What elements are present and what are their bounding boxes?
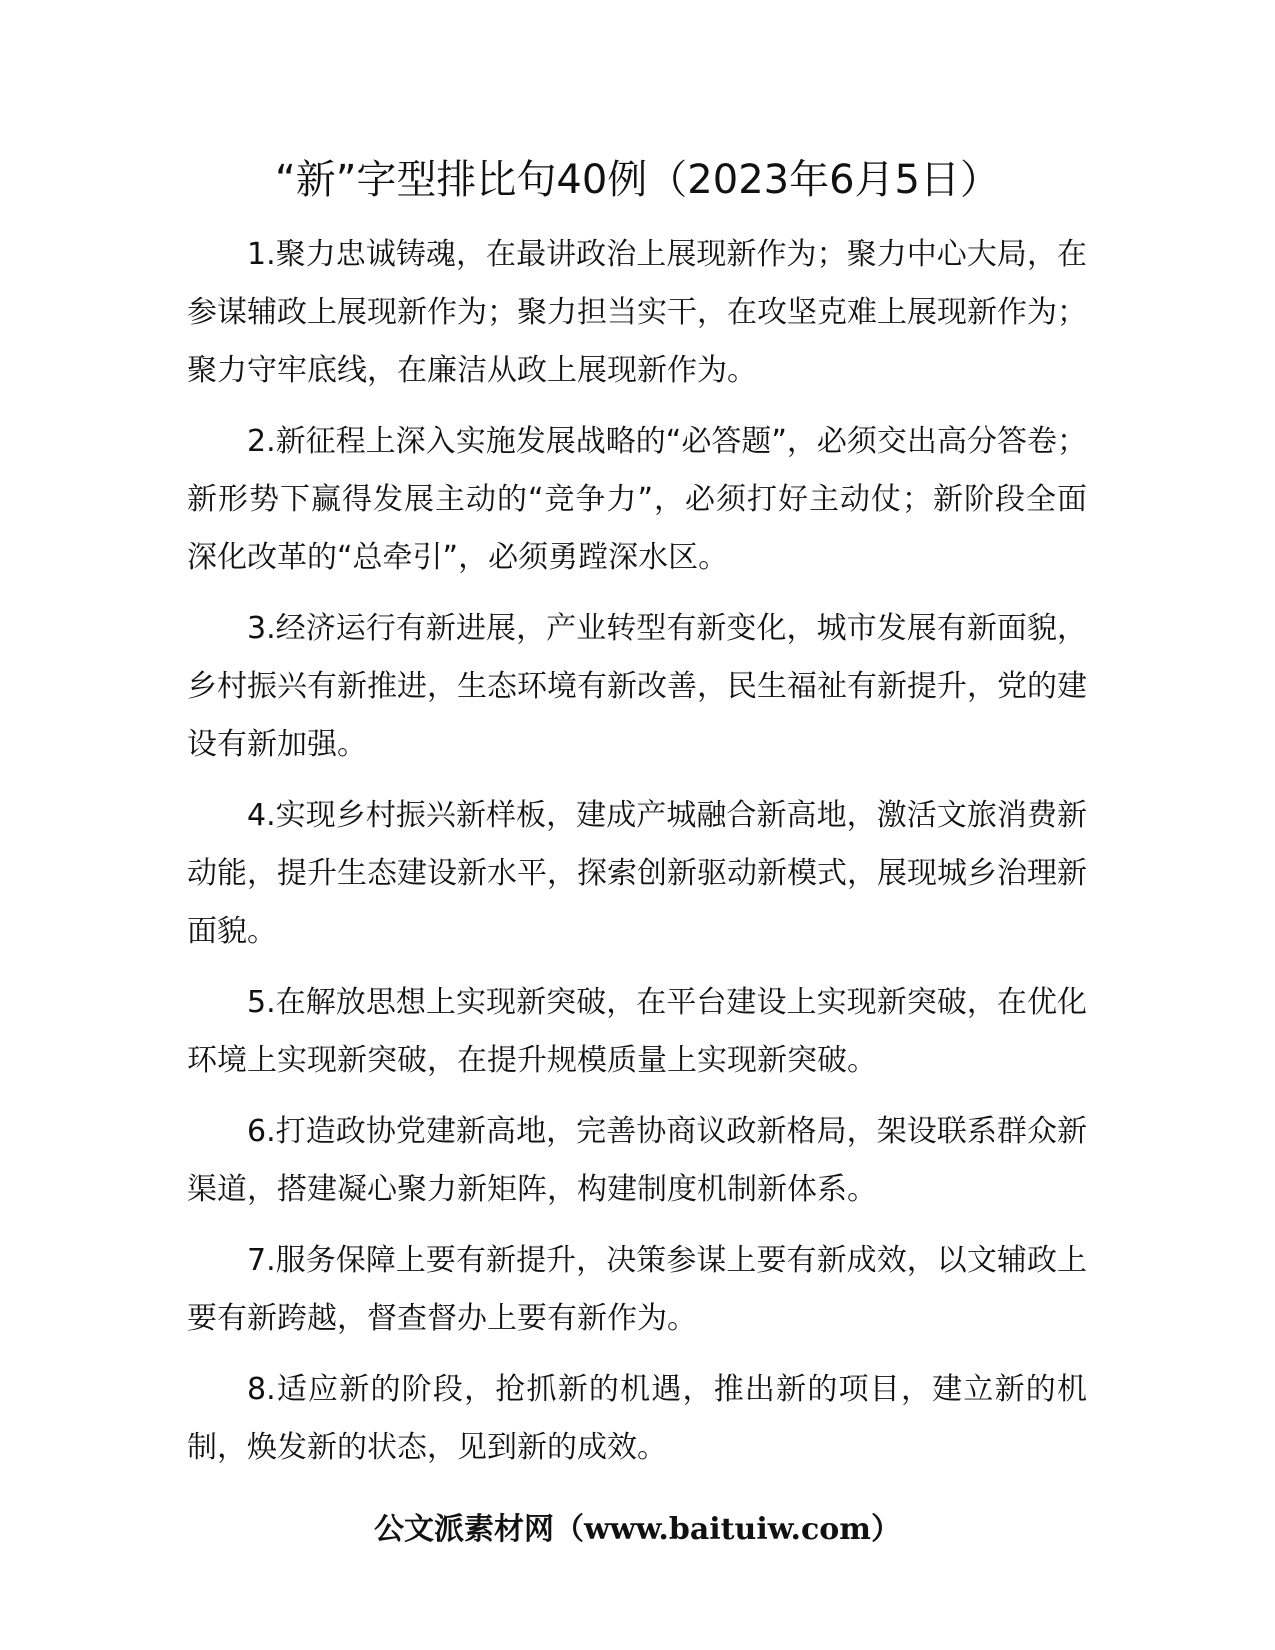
document-body bbox=[187, 226, 1087, 1490]
paragraph-4: 4.实现乡村振兴新样板，建成产城融合新高地，激活文旅消费新动能，提升生态建设新水平，探索创新驱动新模式，展现城乡治理新面貌。 bbox=[187, 798, 1087, 949]
paragraph-6: 6.打造政协党建新高地，完善协商议政新格局，架设联系群众新渠道，搭建凝心聚力新矩阵，构建制度机制新体系。 bbox=[187, 1114, 1087, 1207]
document-title: “新”字型排比句40例（2023年6月5日） bbox=[274, 157, 1001, 203]
paragraph-1: 1.聚力忠诚铸魂，在最讲政治上展现新作为；聚力中心大局，在参谋辅政上展现新作为；聚力担当实干，在攻坚克难上展现新作为；聚力守牢底线，在廉洁从政上展现新作为。 bbox=[187, 237, 1087, 388]
paragraph-8: 8.适应新的阶段，抢抓新的机遇，推出新的项目，建立新的机制，焕发新的状态，见到新的成效。 bbox=[187, 1372, 1087, 1465]
paragraph-2: 2.新征程上深入实施发展战略的“必答题”，必须交出高分答卷；新形势下赢得发展主动的“竞争力”，必须打好主动仗；新阶段全面深化改革的“总牵引”，必须勇蹚深水区。 bbox=[187, 424, 1087, 575]
paragraph-7: 7.服务保障上要有新提升，决策参谋上要有新成效，以文辅政上要有新跨越，督查督办上要有新作为。 bbox=[187, 1243, 1087, 1336]
paragraph-5: 5.在解放思想上实现新突破，在平台建设上实现新突破，在优化环境上实现新突破，在提升规模质量上实现新突破。 bbox=[187, 985, 1087, 1078]
footer-source: 公文派素材网（www.baituiw.com） bbox=[373, 1512, 902, 1547]
paragraph-3: 3.经济运行有新进展，产业转型有新变化，城市发展有新面貌，乡村振兴有新推进，生态环境有新改善，民生福祉有新提升，党的建设有新加强。 bbox=[187, 611, 1087, 762]
